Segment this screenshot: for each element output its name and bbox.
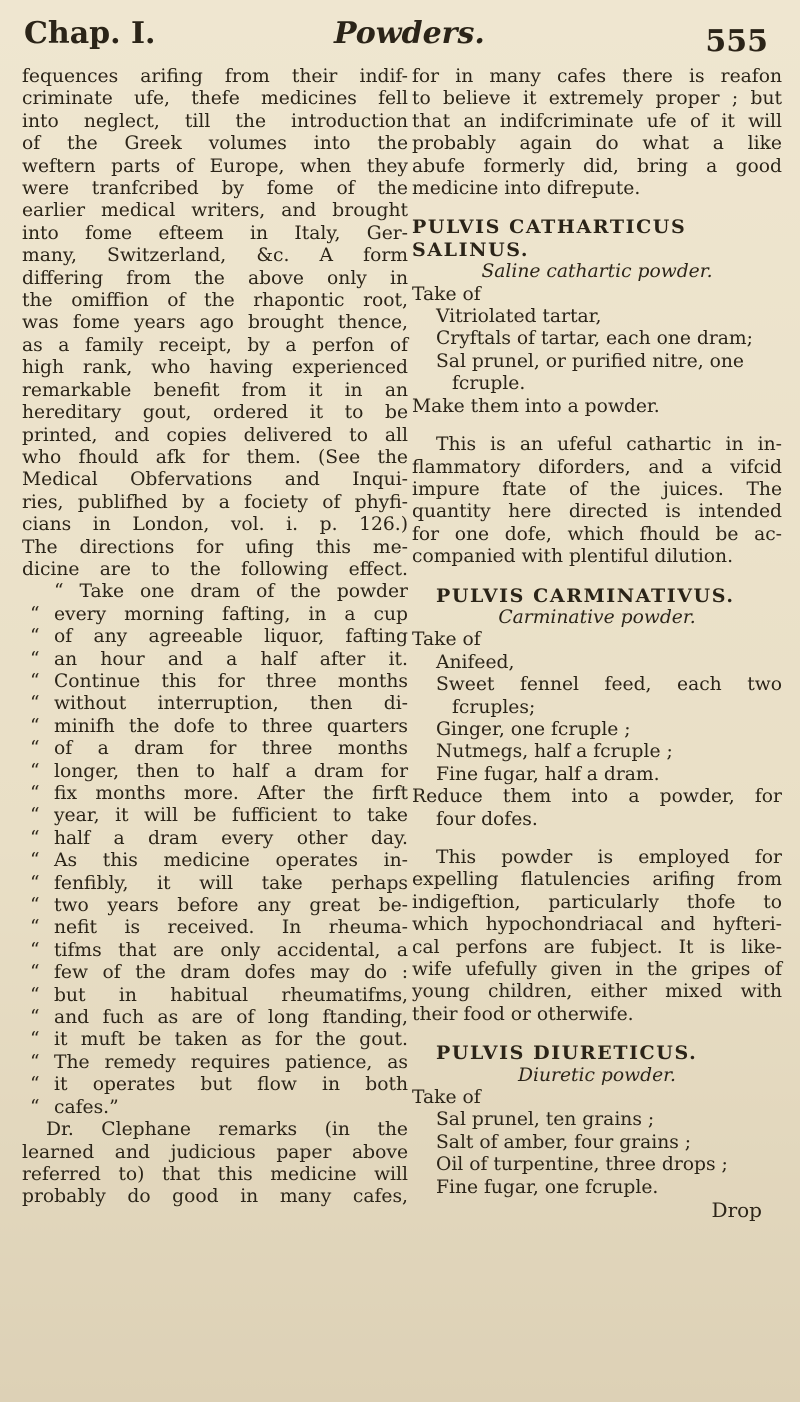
text-line: who fhould afk for them. (See the: [22, 446, 408, 468]
quote-line: “ an hour and a half after it.: [22, 649, 408, 671]
ingredient: Cryftals of tartar, each one dram;: [436, 328, 753, 350]
quote-line: “ The remedy requires patience, as: [22, 1052, 408, 1074]
ingredient: Anifeed,: [436, 651, 515, 673]
ingredient: Sal prunel, or purified nitre, one: [436, 350, 744, 372]
text-line: into neglect, till the introduction: [22, 110, 408, 132]
text-line: high rank, who having experienced: [22, 357, 408, 379]
quote-line: “ and fuch as are of long ftanding,: [22, 1007, 408, 1029]
text-line: referred to) that this medicine will: [22, 1163, 408, 1185]
text-line: criminate ufe, thefe medicines fell: [22, 88, 408, 110]
quote-line: “ As this medicine operates in-: [22, 850, 408, 872]
quote-line: “ few of the dram dofes may do :: [22, 962, 408, 984]
text-line: earlier medical writers, and brought: [22, 200, 408, 222]
quote-line: “ it operates but flow in both: [22, 1074, 408, 1096]
recipe-subheading: Diuretic powder.: [518, 1064, 676, 1086]
ingredient: fcruples;: [452, 696, 536, 718]
ingredient: Salt of amber, four grains ;: [436, 1131, 692, 1153]
ingredient: Sweet fennel feed, each two: [436, 674, 782, 696]
commentary-line: quantity here directed is intended: [412, 501, 782, 523]
text-line: probably again do what a like: [412, 133, 782, 155]
quote-line: “ fix months more. After the firft: [22, 783, 408, 805]
text-line: differing from the above only in: [22, 267, 408, 289]
text-line: that an indifcriminate ufe of it will: [412, 110, 782, 132]
quote-line: “ it muft be taken as for the gout.: [22, 1029, 408, 1051]
text-line: the omiffion of the rhapontic root,: [22, 290, 408, 312]
text-line: hereditary gout, ordered it to be: [22, 402, 408, 424]
recipe-subheading: Carminative powder.: [498, 606, 696, 628]
quote-line: “ half a dram every other day.: [22, 828, 408, 850]
text-line: weftern parts of Europe, when they: [22, 155, 408, 177]
text-line: medicine into difrepute.: [412, 178, 641, 200]
quote-line: “ of a dram for three months: [22, 738, 408, 760]
text-line: of the Greek volumes into the: [22, 133, 408, 155]
text-line: as a family receipt, by a perfon of: [22, 334, 408, 356]
commentary-line: impure ftate of the juices. The: [412, 478, 782, 500]
commentary-line: companied with plentiful dilution.: [412, 546, 734, 568]
commentary-line: young children, either mixed with: [412, 981, 782, 1003]
commentary-line: cal perfons are fubject. It is like-: [412, 936, 782, 958]
text-line: abufe formerly did, bring a good: [412, 155, 782, 177]
ingredient: Oil of turpentine, three drops ;: [436, 1154, 728, 1176]
text-line: were tranfcribed by fome of the: [22, 178, 408, 200]
text-line: printed, and copies delivered to all: [22, 424, 408, 446]
ingredient: Nutmegs, half a fcruple ;: [436, 741, 673, 763]
left-column: [22, 66, 408, 1209]
text-line: fequences arifing from their indif-: [22, 66, 408, 87]
take-of: Take of: [412, 283, 481, 305]
quote-line: “ two years before any great be-: [22, 895, 408, 917]
quote-line: “ nefit is received. In rheuma-: [22, 917, 408, 939]
recipe-instruction: four dofes.: [436, 808, 538, 830]
recipe-heading: PULVIS DIURETICUS.: [436, 1042, 698, 1065]
quote-line: “ longer, then to half a dram for: [22, 761, 408, 783]
quote-line: “ year, it will be fufficient to take: [22, 805, 408, 827]
quote-line: “ every morning fafting, in a cup: [22, 604, 408, 626]
commentary-line: flammatory diforders, and a vifcid: [412, 456, 782, 478]
ingredient: Vitriolated tartar,: [436, 306, 602, 328]
quote-line: “ cafes.”: [22, 1097, 408, 1119]
text-line: for in many cafes there is reafon: [412, 66, 782, 87]
quote-line: “ without interruption, then di-: [22, 693, 408, 715]
text-line: probably do good in many cafes,: [22, 1186, 408, 1208]
text-line: to believe it extremely proper ; but: [412, 88, 782, 110]
recipe-instruction: Reduce them into a powder, for: [412, 786, 782, 808]
take-of: Take of: [412, 1087, 481, 1109]
ingredient: Fine fugar, one fcruple.: [436, 1176, 659, 1198]
commentary-line: This powder is employed for: [436, 847, 782, 868]
quote-line: “ minifh the dofe to three quarters: [22, 716, 408, 738]
recipe-instruction: Make them into a powder.: [412, 395, 660, 417]
right-column: [412, 66, 782, 1222]
take-of: Take of: [412, 629, 481, 651]
quote-line: “ Continue this for three months: [22, 671, 408, 693]
text-line: Dr. Clephane remarks (in the: [46, 1119, 408, 1141]
ingredient: Sal prunel, ten grains ;: [436, 1109, 655, 1131]
recipe-heading: PULVIS CARMINATIVUS.: [436, 584, 735, 607]
text-line: remarkable benefit from it in an: [22, 379, 408, 401]
page-number: 555: [705, 24, 768, 59]
text-line: was fome years ago brought thence,: [22, 312, 408, 334]
text-line: The directions for ufing this me-: [22, 536, 408, 558]
text-line: learned and judicious paper above: [22, 1141, 408, 1163]
ingredient: Fine fugar, half a dram.: [436, 763, 660, 785]
text-line: ries, publifhed by a fociety of phyfi-: [22, 491, 408, 513]
quote-line: “ but in habitual rheumatifms,: [22, 985, 408, 1007]
text-line: into fome efteem in Italy, Ger-: [22, 222, 408, 244]
commentary-line: indigeftion, particularly thofe to: [412, 891, 782, 913]
commentary-line: This is an ufeful cathartic in in-: [436, 434, 782, 456]
running-header: [24, 16, 768, 60]
catchword: Drop: [711, 1198, 762, 1223]
text-line: dicine are to the following effect.: [22, 558, 408, 580]
recipe-heading: PULVIS CATHARTICUS SALINUS.: [412, 216, 687, 261]
commentary-line: for one dofe, which fhould be ac-: [412, 523, 782, 545]
running-title: Powders.: [334, 16, 485, 51]
quote-line: “ of any agreeable liquor, fafting: [22, 626, 408, 648]
text-line: Medical Obfervations and Inqui-: [22, 469, 408, 491]
ingredient: Ginger, one fcruple ;: [436, 718, 631, 740]
commentary-line: expelling flatulencies arifing from: [412, 869, 782, 891]
text-line: many, Switzerland, &c. A form: [22, 245, 408, 267]
recipe-subheading: Saline cathartic powder.: [481, 261, 713, 283]
quote-line: “ fenfibly, it will take perhaps: [22, 873, 408, 895]
commentary-line: their food or otherwife.: [412, 1003, 634, 1025]
chapter-label: Chap. I.: [24, 16, 156, 51]
commentary-line: which hypochondriacal and hyfteri-: [412, 914, 782, 936]
commentary-line: wife ufefully given in the gripes of: [412, 959, 782, 981]
ingredient: fcruple.: [452, 373, 526, 395]
quote-line: “ Take one dram of the powder: [54, 581, 408, 603]
quote-line: “ tifms that are only accidental, a: [22, 940, 408, 962]
text-line: cians in London, vol. i. p. 126.): [22, 514, 408, 536]
